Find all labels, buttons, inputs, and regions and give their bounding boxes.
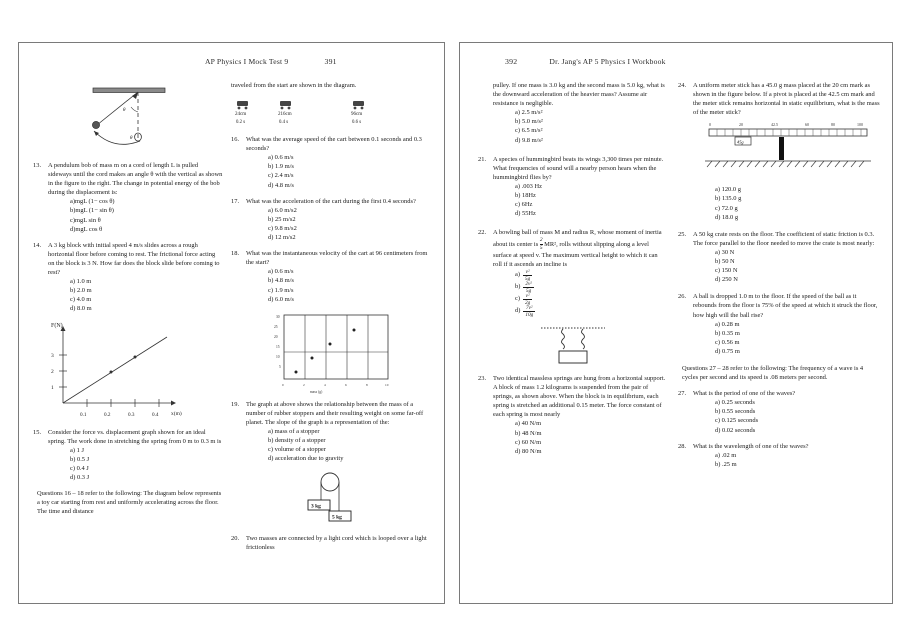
graph-y-tick: 3 bbox=[51, 352, 54, 359]
question-17 bbox=[231, 197, 429, 242]
option[interactable]: d) 9.8 m/s² bbox=[515, 136, 543, 144]
cart-intro-continued bbox=[231, 81, 429, 90]
option[interactable]: d) 80 N/m bbox=[515, 447, 542, 455]
svg-text:8: 8 bbox=[366, 382, 368, 387]
graph-y-tick: 2 bbox=[51, 368, 54, 375]
question-21-number: 21. bbox=[478, 155, 487, 163]
meter-stick-tick-label: 80 bbox=[831, 122, 835, 128]
svg-text:0: 0 bbox=[282, 382, 284, 387]
cart-distance-label: 96cm bbox=[351, 112, 363, 118]
option[interactable]: d) 6.0 m/s bbox=[268, 295, 294, 303]
right-header-title: Dr. Jang's AP 5 Physics I Workbook bbox=[549, 57, 666, 66]
question-27 bbox=[678, 389, 878, 434]
option[interactable]: a) 0.25 seconds bbox=[715, 399, 755, 407]
questions-16-18-note bbox=[33, 489, 223, 516]
fraction-numerator: v² bbox=[523, 269, 532, 276]
option[interactable]: b) density of a stopper bbox=[268, 437, 326, 445]
option[interactable]: c) 150 N bbox=[715, 267, 738, 275]
option[interactable]: a) 120.0 g bbox=[715, 186, 741, 194]
two-springs-block-figure bbox=[533, 324, 613, 372]
question-14-number: 14. bbox=[33, 241, 42, 249]
question-24 bbox=[678, 81, 878, 222]
pendulum-figure bbox=[68, 83, 188, 155]
option[interactable]: d) 250 N bbox=[715, 276, 738, 284]
option[interactable]: a) 30 N bbox=[715, 248, 735, 256]
scatter-x-axis-label: mass (g) bbox=[310, 389, 323, 394]
question-25-number: 25. bbox=[678, 230, 687, 238]
option[interactable]: c)mgL sin θ bbox=[70, 216, 101, 224]
svg-text:6: 6 bbox=[345, 382, 347, 387]
svg-text:10: 10 bbox=[385, 382, 389, 387]
right-page-columns bbox=[460, 81, 892, 596]
cart-distance-label: 24cm bbox=[235, 112, 247, 118]
question-26-options bbox=[693, 320, 878, 356]
right-column-a bbox=[478, 81, 668, 596]
pulley-two-masses-figure bbox=[290, 470, 370, 532]
left-page-columns bbox=[19, 81, 444, 596]
question-14-text: A 3 kg block with initial speed 4 m/s slides across a rough horizontal floor before coming to rest. The frictional force acting on the block is 3 N. How far does the block slide before coming to rest? bbox=[48, 241, 220, 277]
graph-x-axis-label: x(m) bbox=[171, 410, 182, 417]
fraction-denominator: 2g bbox=[525, 299, 531, 306]
graph-x-tick: 0.3 bbox=[128, 411, 135, 418]
option[interactable]: c) 4.0 m bbox=[70, 296, 92, 304]
question-20 bbox=[231, 534, 429, 552]
fraction-denominator: 5 bbox=[539, 244, 543, 251]
svg-text:10: 10 bbox=[276, 354, 280, 359]
question-19-text: The graph at above shows the relationship between the mass of a number of rubber stoppers and their resulting weight on some far-off planet. The slope of the graph is a representation of the: bbox=[246, 400, 424, 426]
option[interactable]: a) 0.6 m/s bbox=[268, 268, 294, 276]
question-23 bbox=[478, 374, 668, 456]
option[interactable]: b) 4.8 m/s bbox=[268, 277, 294, 285]
right-page-header bbox=[505, 57, 666, 66]
svg-text:5: 5 bbox=[279, 364, 281, 369]
option[interactable]: d) 0.3 J bbox=[70, 473, 90, 481]
option[interactable]: d) 4.8 m/s bbox=[268, 181, 294, 189]
question-23-options bbox=[493, 419, 668, 455]
question-22 bbox=[478, 228, 668, 317]
option-label: a) bbox=[515, 271, 521, 279]
question-13-options bbox=[48, 197, 223, 233]
meter-stick-tick-label: 0 bbox=[709, 122, 711, 128]
meter-stick-tick-label: 20 bbox=[739, 122, 743, 128]
option[interactable]: d) 12 m/s2 bbox=[268, 234, 296, 242]
question-20-continued bbox=[478, 81, 668, 145]
question-28-options bbox=[693, 451, 878, 469]
svg-text:4: 4 bbox=[324, 382, 326, 387]
option[interactable]: a)mgL (1− cos θ) bbox=[70, 198, 115, 206]
question-20-number: 20. bbox=[231, 535, 240, 543]
meter-stick-mass-label: 45g bbox=[737, 139, 744, 145]
option-label: c) bbox=[515, 295, 521, 303]
option[interactable]: a) 1 J bbox=[70, 446, 84, 454]
option[interactable]: a) 1.0 m bbox=[70, 278, 92, 286]
svg-text:30: 30 bbox=[276, 314, 280, 319]
question-21-text: A species of hummingbird beats its wings 3,300 times per minute. What frequencies of sound will a nearby person hears when the hummingbird flies by? bbox=[493, 155, 664, 181]
question-22-text-mid: MR², rolls without slipping along a level surface at speed v. The maximum vertical height to which it can roll if it ascends an incline is bbox=[493, 241, 658, 268]
svg-text:15: 15 bbox=[276, 344, 280, 349]
question-22-text-pre: A bowling ball of mass M and radius R, whose moment of inertia about its center is bbox=[493, 229, 662, 249]
right-header-page-number: 392 bbox=[505, 57, 518, 66]
question-24-number: 24. bbox=[678, 82, 687, 89]
option-fraction bbox=[523, 305, 535, 318]
svg-text:25: 25 bbox=[274, 324, 278, 329]
question-26-number: 26. bbox=[678, 293, 687, 301]
cart-time-label: 0.4 s bbox=[279, 120, 289, 126]
option[interactable]: c) volume of a stopper bbox=[268, 446, 326, 454]
option[interactable]: c) 9.8 m/s2 bbox=[268, 224, 297, 232]
question-20-options bbox=[493, 108, 668, 144]
left-column-a bbox=[33, 81, 223, 596]
question-25-text: A 50 kg crate rests on the floor. The coefficient of static friction is 0.3. The force parallel to the floor needed to move the crate is most nearly: bbox=[693, 230, 875, 247]
option[interactable]: c) 1.9 m/s bbox=[268, 286, 294, 294]
question-22-text bbox=[493, 228, 668, 269]
option[interactable]: d)mgL cos θ bbox=[70, 225, 103, 233]
left-column-b bbox=[231, 81, 429, 596]
option[interactable]: c) 6Hz bbox=[515, 201, 533, 209]
option[interactable]: a) .02 m bbox=[715, 451, 737, 459]
left-page bbox=[18, 42, 445, 604]
option[interactable]: b) 0.35 m bbox=[715, 329, 740, 337]
question-13-number: 13. bbox=[33, 162, 42, 169]
question-27-text: What is the period of one of the waves? bbox=[693, 390, 796, 398]
question-15 bbox=[33, 428, 223, 483]
left-header-page-number: 391 bbox=[324, 57, 337, 66]
question-17-options bbox=[246, 206, 429, 242]
question-15-text: Consider the force vs. displacement graph shown for an ideal spring. The work done in stretching the spring from 0 m to 0.3 m is bbox=[48, 428, 222, 445]
question-20-text: Two masses are connected by a light cord which is looped over a light frictionless bbox=[246, 535, 427, 552]
option[interactable]: a) 0.28 m bbox=[715, 320, 740, 328]
question-25-options bbox=[693, 248, 878, 284]
option[interactable]: b) 50 N bbox=[715, 258, 735, 266]
right-column-b bbox=[678, 81, 878, 596]
fraction-numerator: 7v² bbox=[523, 305, 535, 312]
question-18-number: 18. bbox=[231, 250, 240, 258]
option[interactable]: d) 8.0 m bbox=[70, 305, 92, 313]
option[interactable]: d) 18.0 g bbox=[715, 213, 739, 221]
question-28-text: What is the wavelength of one of the waves? bbox=[693, 442, 809, 450]
pendulum-angle-bottom-label: θ bbox=[130, 136, 133, 141]
question-13 bbox=[33, 161, 223, 234]
option[interactable]: b) 5.0 m/s² bbox=[515, 118, 543, 126]
question-18 bbox=[231, 249, 429, 304]
option[interactable]: c) 72.0 g bbox=[715, 204, 738, 212]
question-14-options bbox=[48, 277, 223, 313]
graph-x-tick: 0.2 bbox=[104, 411, 111, 418]
question-19 bbox=[231, 400, 429, 464]
questions-16-18-note-text: Questions 16 – 18 refer to the following: The diagram below represents a toy car starting from rest and uniformly accelerating across the floor. The time and distance bbox=[37, 490, 222, 516]
graph-y-tick: 1 bbox=[51, 384, 54, 391]
question-19-options bbox=[246, 427, 429, 463]
meter-stick-tick-label: 42.5 bbox=[771, 122, 778, 128]
question-24-text: A uniform meter stick has a 45.0 g mass placed at the 20 cm mark as shown in the figure below. If a pivot is placed at the 42.5 cm mark and the meter stick remains horizontal in static equilibrium, what is the mass of the meter stick? bbox=[693, 82, 880, 117]
question-22-number: 22. bbox=[478, 229, 487, 237]
option[interactable]: b) .25 m bbox=[715, 460, 737, 468]
question-16-options bbox=[246, 153, 429, 189]
option[interactable]: b)mgL (1− sin θ) bbox=[70, 207, 114, 215]
fraction-numerator: 2 bbox=[539, 237, 543, 244]
force-displacement-graph bbox=[45, 321, 195, 426]
question-14 bbox=[33, 241, 223, 314]
option[interactable]: c) 60 N/m bbox=[515, 438, 542, 446]
option[interactable]: c) 2.4 m/s bbox=[268, 172, 294, 180]
option[interactable]: c) 0.125 seconds bbox=[715, 417, 759, 425]
question-26-text: A ball is dropped 1.0 m to the floor. If the speed of the ball as it rebounds from the floor is 75% of the speed at which it struck the floor, how high will the ball rise? bbox=[693, 293, 878, 319]
option[interactable]: b) 48 N/m bbox=[515, 429, 542, 437]
question-17-text: What was the acceleration of the cart during the first 0.4 seconds? bbox=[246, 197, 416, 205]
pulley-mass-right-label: 5 kg bbox=[332, 514, 342, 521]
fraction-denominator: 10g bbox=[525, 311, 534, 318]
option-label: d) bbox=[515, 307, 521, 315]
left-header-title: AP Physics I Mock Test 9 bbox=[205, 57, 289, 66]
meter-stick-figure bbox=[695, 119, 880, 181]
meter-stick-tick-label: 100 bbox=[857, 122, 863, 128]
question-27-options bbox=[693, 398, 878, 434]
option[interactable]: b) 2.0 m bbox=[70, 287, 92, 295]
cart-distance-label: 216cm bbox=[278, 112, 292, 118]
option[interactable]: a) .003 Hz bbox=[515, 182, 542, 190]
fraction-denominator: 5g bbox=[525, 275, 531, 282]
option[interactable]: c) 6.5 m/s² bbox=[515, 127, 543, 135]
question-17-number: 17. bbox=[231, 197, 240, 205]
option[interactable]: d) 0.75 m bbox=[715, 347, 740, 355]
cart-time-label: 0.6 s bbox=[352, 120, 362, 126]
questions-27-28-note bbox=[678, 364, 878, 382]
option[interactable]: b) 0.5 J bbox=[70, 455, 90, 463]
option[interactable]: c) 0.4 J bbox=[70, 464, 89, 472]
mass-weight-scatter-plot bbox=[260, 311, 400, 396]
option[interactable] bbox=[515, 293, 668, 305]
question-16-text: What was the average speed of the cart between 0.1 seconds and 0.3 seconds? bbox=[246, 136, 422, 153]
question-25 bbox=[678, 230, 878, 285]
pendulum-angle-top-label: θ bbox=[123, 108, 126, 113]
option-label: b) bbox=[515, 283, 521, 291]
option[interactable]: c) 0.56 m bbox=[715, 338, 740, 346]
graph-y-axis-label: F(N) bbox=[51, 322, 63, 329]
question-18-text: What was the instantaneous velocity of the cart at 96 centimeters from the start? bbox=[246, 250, 428, 267]
question-18-options bbox=[246, 267, 429, 303]
option[interactable] bbox=[515, 305, 668, 317]
question-15-options bbox=[48, 446, 223, 482]
question-13-text: A pendulum bob of mass m on a cord of length L is pulled sideways until the cord makes an angle θ with the vertical as shown in the figure to the right. The change in potential energy of the bob during the displacement is: bbox=[48, 162, 223, 197]
question-21 bbox=[478, 155, 668, 219]
question-26 bbox=[678, 292, 878, 356]
fraction-numerator: v² bbox=[523, 293, 532, 300]
option[interactable]: a) mass of a stopper bbox=[268, 427, 320, 435]
svg-text:20: 20 bbox=[274, 334, 278, 339]
option[interactable] bbox=[515, 281, 668, 293]
option[interactable]: b) 18Hz bbox=[515, 192, 536, 200]
question-24-options bbox=[693, 185, 880, 221]
fraction-numerator: 2v² bbox=[525, 280, 532, 287]
left-page-header bbox=[205, 57, 337, 66]
question-23-number: 23. bbox=[478, 375, 487, 382]
cart-intro-continued-text: traveled from the start are shown in the diagram. bbox=[231, 82, 357, 89]
question-16 bbox=[231, 135, 429, 190]
option[interactable]: b) 25 m/s2 bbox=[268, 215, 296, 223]
question-19-number: 19. bbox=[231, 400, 240, 408]
option[interactable]: b) 135.0 g bbox=[715, 195, 742, 203]
question-22-options bbox=[493, 269, 668, 317]
option[interactable]: d) 0.02 seconds bbox=[715, 426, 756, 434]
meter-stick-tick-label: 60 bbox=[805, 122, 809, 128]
right-page bbox=[459, 42, 893, 604]
option[interactable]: a) 6.0 m/s2 bbox=[268, 206, 297, 214]
option[interactable]: d) acceleration due to gravity bbox=[268, 455, 344, 463]
cart-time-label: 0.2 s bbox=[236, 120, 246, 126]
option[interactable]: a) 40 N/m bbox=[515, 420, 542, 428]
question-28 bbox=[678, 442, 878, 469]
svg-text:2: 2 bbox=[303, 382, 305, 387]
question-28-number: 28. bbox=[678, 442, 687, 450]
toy-cart-diagram bbox=[233, 97, 413, 129]
fraction-denominator: 5g bbox=[526, 287, 532, 294]
question-27-number: 27. bbox=[678, 390, 687, 398]
question-21-options bbox=[493, 182, 668, 218]
option[interactable]: a) 0.6 m/s bbox=[268, 154, 294, 162]
option[interactable]: b) 1.9 m/s bbox=[268, 163, 294, 171]
pulley-mass-left-label: 3 kg bbox=[311, 503, 321, 510]
graph-x-tick: 0.4 bbox=[152, 411, 159, 418]
option[interactable]: a) 2.5 m/s² bbox=[515, 109, 543, 117]
question-22-inline-fraction bbox=[540, 237, 543, 250]
questions-27-28-note-text: Questions 27 – 28 refer to the following: The frequency of a wave is 4 cycles per second and its speed is .08 meters per second. bbox=[682, 364, 864, 382]
question-15-number: 15. bbox=[33, 428, 42, 436]
question-20-continued-text: pulley. If one mass is 3.0 kg and the second mass is 5.0 kg, what is the downward acceleration of the heavier mass? Assume air resistance is negligible. bbox=[493, 82, 665, 108]
graph-x-tick: 0.1 bbox=[80, 411, 87, 418]
option[interactable]: b) 0.55 seconds bbox=[715, 408, 756, 416]
option[interactable] bbox=[515, 269, 668, 281]
option[interactable]: d) 55Hz bbox=[515, 210, 536, 218]
question-16-number: 16. bbox=[231, 136, 240, 144]
question-23-text: Two identical massless springs are hung from a horizontal support. A block of mass 1.2 kilograms is suspended from the pair of springs, as shown above. When the block is in equilibrium, each spring is stretched an additional 0.15 meter. The force constant of each spring is most nearly bbox=[493, 375, 666, 419]
